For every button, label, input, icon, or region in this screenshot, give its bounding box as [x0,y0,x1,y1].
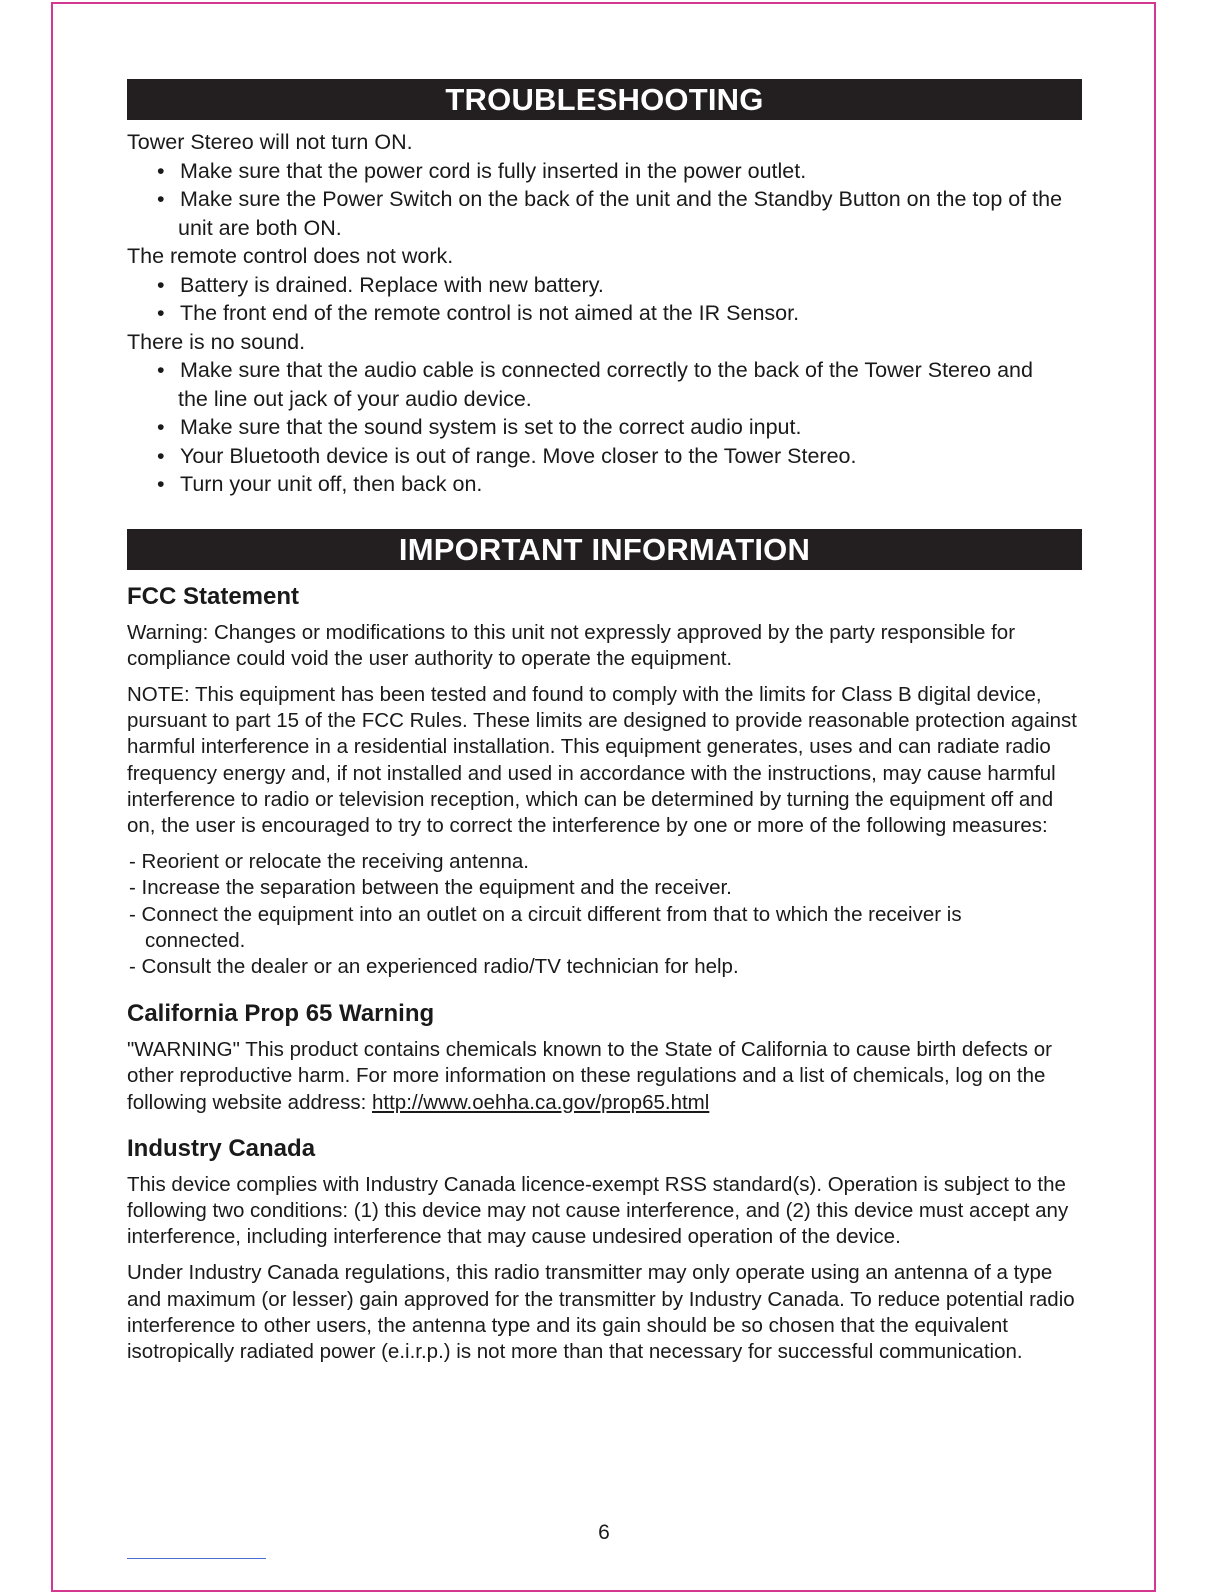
troubleshooting-banner: TROUBLESHOOTING [127,79,1082,120]
bullet-text: Make sure that the audio cable is connected correctly to the back of the Tower Stereo and the line out jack of your audio device. [178,358,1033,411]
industry-canada-heading: Industry Canada [127,1134,316,1162]
footnote-divider [127,1558,266,1559]
bullet-icon: • [157,158,165,183]
bullet-text: Make sure the Power Switch on the back of the unit and the Standby Button on the top of the unit are both ON. [178,187,1063,240]
important-info-banner: IMPORTANT INFORMATION [127,529,1082,570]
fcc-warning: Warning: Changes or modifications to this unit not expressly approved by the party responsible for compliance could void the user authority to operate the equipment. [127,620,1016,670]
bullet-text: The front end of the remote control is not aimed at the IR Sensor. [180,301,800,325]
canada-para-1: This device complies with Industry Canada licence-exempt RSS standard(s). Operation is subject to the following two conditions: (1) this device may not cause interference, and (2) this device must accept any interference, including interference that may cause undesired operation of the device. [127,1172,1069,1249]
list-item [127,470,1082,499]
issue-question: The remote control does not work. [127,244,454,268]
prop65-text [127,1037,1082,1116]
fcc-measures [127,849,1082,980]
list-item: - Reorient or relocate the receiving antenna. [129,850,529,874]
issue-question: Tower Stereo will not turn ON. [127,130,413,154]
bullet-text: Turn your unit off, then back on. [180,472,483,496]
bullet-icon: • [157,443,165,468]
page-content [127,79,1082,1365]
bullet-icon: • [157,187,165,211]
bullet-icon: • [157,358,165,382]
list-item: - Consult the dealer or an experienced radio/TV technician for help. [129,954,739,978]
bullet-icon: • [157,301,165,325]
list-item [127,442,1082,471]
prop65-heading: California Prop 65 Warning [127,1000,435,1028]
issue-question: There is no sound. [127,329,306,354]
prop65-link[interactable]: http://www.oehha.ca.gov/prop65.html [372,1090,710,1114]
page-number: 6 [598,1521,610,1544]
fcc-heading: FCC Statement [127,582,300,610]
list-item: - Increase the separation between the equipment and the receiver. [129,876,732,900]
list-item [127,185,1082,242]
list-item [127,299,1082,328]
fcc-note: NOTE: This equipment has been tested and found to comply with the limits for Class B digital device, pursuant to part 15 of the FCC Rules. These limits are designed to provide reasonable protection against harmful interference in a residential installation. This equipment generates, uses and can radiate radio frequency energy and, if not installed and used in accordance with the instructions, may cause harmful interference to radio or television reception, which can be determined by turning the equipment off and on, the user is encouraged to try to correct the interference by one or more of the following measures: [127,682,1077,837]
bullet-icon: • [157,472,165,496]
issue-bullets [127,157,1082,243]
list-item [127,413,1082,442]
bullet-icon: • [157,272,165,297]
bullet-text: Make sure that the sound system is set to the correct audio input. [180,415,802,439]
list-item [127,356,1082,413]
list-item: - Connect the equipment into an outlet on a circuit different from that to which the receiver is connected. [129,902,962,952]
bullet-text: Your Bluetooth device is out of range. Move closer to the Tower Stereo. [180,443,857,468]
bullet-text: Make sure that the power cord is fully inserted in the power outlet. [180,158,807,183]
bullet-text: Battery is drained. Replace with new battery. [180,272,604,297]
canada-para-2: Under Industry Canada regulations, this radio transmitter may only operate using an antenna of a type and maximum (or lesser) gain approved for the transmitter by Industry Canada. To reduce potential radio interference to other users, the antenna type and its gain should be so chosen that the equivalent isotropically radiated power (e.i.r.p.) is not more than that necessary for successful communication. [127,1261,1075,1363]
troubleshooting-list [127,128,1082,499]
bullet-icon: • [157,415,165,439]
list-item [127,271,1082,300]
list-item [127,157,1082,186]
issue-bullets [127,356,1082,499]
prop65-body: "WARNING" This product contains chemicals known to the State of California to cause birth defects or other reproductive harm. For more information on these regulations and a list of chemicals, log on the following website address: [127,1038,1052,1114]
issue-bullets [127,271,1082,328]
